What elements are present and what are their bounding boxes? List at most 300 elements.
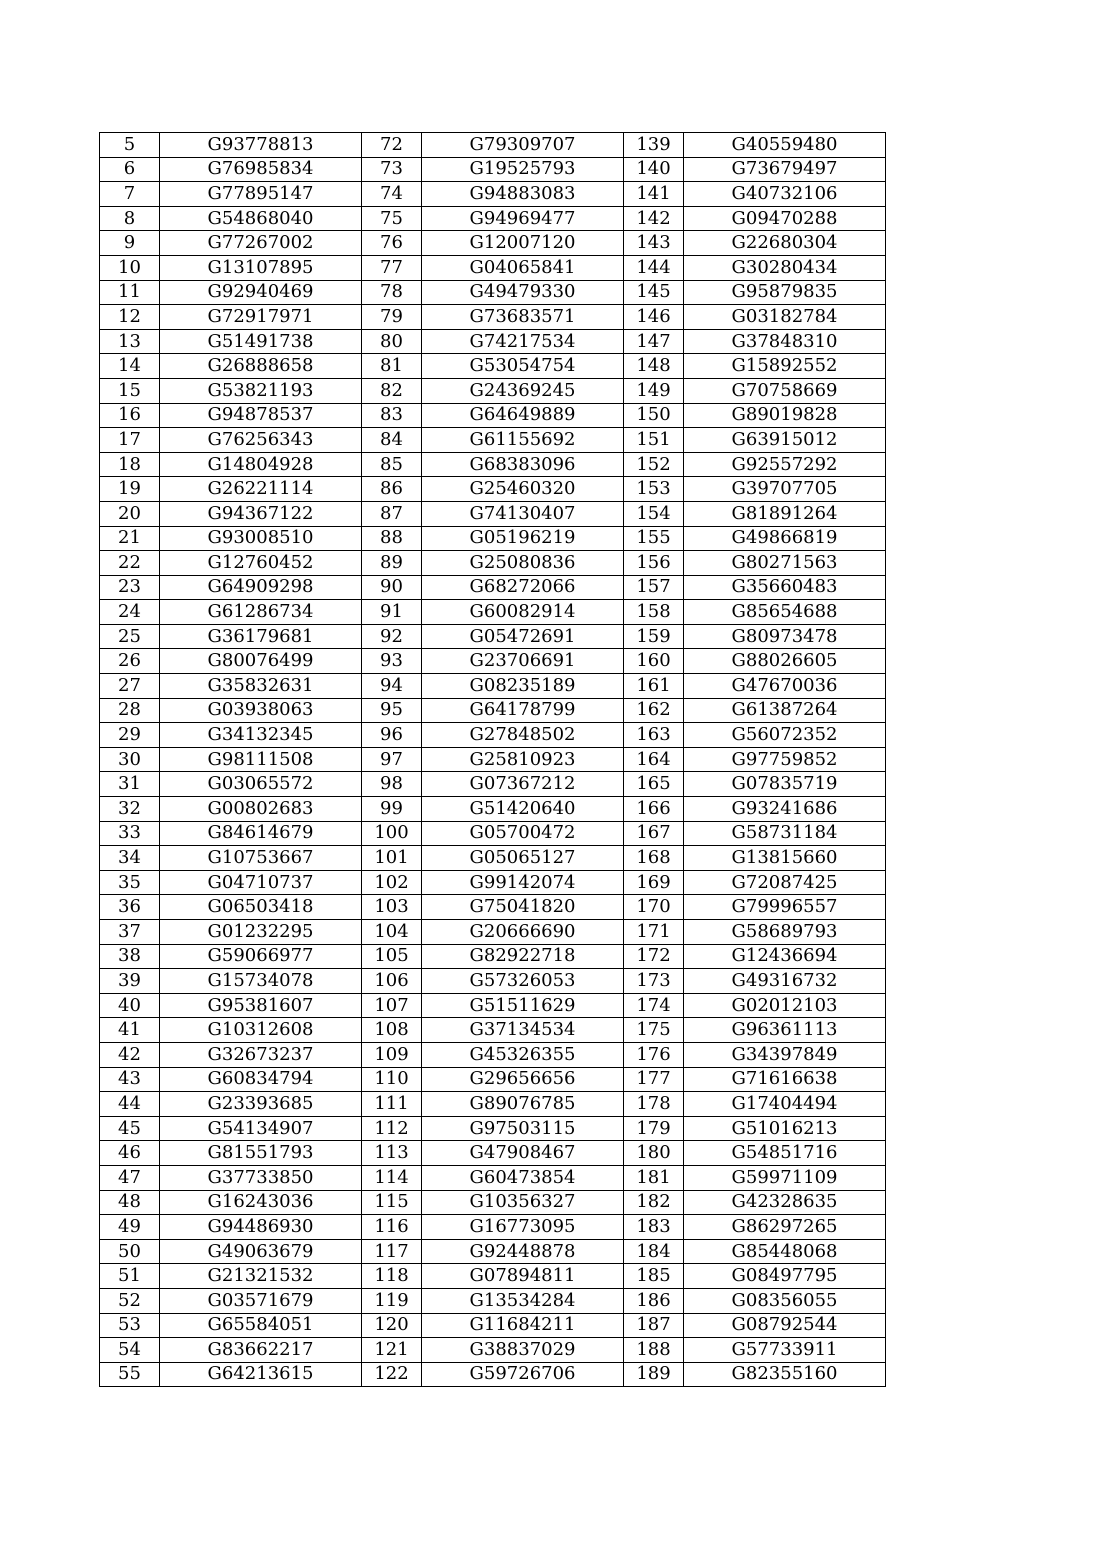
- row-number-cell: 157: [624, 575, 684, 600]
- code-cell: G08497795: [684, 1264, 886, 1289]
- row-number-cell: 109: [362, 1042, 422, 1067]
- row-number-cell: 49: [100, 1215, 160, 1240]
- row-number-cell: 21: [100, 526, 160, 551]
- table-row: [100, 1190, 886, 1215]
- table-row: [100, 403, 886, 428]
- row-number-cell: 163: [624, 723, 684, 748]
- row-number-cell: 153: [624, 477, 684, 502]
- row-number-cell: 174: [624, 993, 684, 1018]
- row-number-cell: 164: [624, 747, 684, 772]
- row-number-cell: 105: [362, 944, 422, 969]
- row-number-cell: 35: [100, 870, 160, 895]
- row-number-cell: 54: [100, 1338, 160, 1363]
- table-row: [100, 649, 886, 674]
- code-cell: G64909298: [160, 575, 362, 600]
- code-cell: G39707705: [684, 477, 886, 502]
- row-number-cell: 107: [362, 993, 422, 1018]
- code-cell: G72087425: [684, 870, 886, 895]
- code-cell: G11684211: [422, 1313, 624, 1338]
- table-row: [100, 428, 886, 453]
- row-number-cell: 77: [362, 255, 422, 280]
- code-cell: G02012103: [684, 993, 886, 1018]
- row-number-cell: 156: [624, 551, 684, 576]
- row-number-cell: 88: [362, 526, 422, 551]
- row-number-cell: 181: [624, 1165, 684, 1190]
- table-row: [100, 600, 886, 625]
- code-cell: G80271563: [684, 551, 886, 576]
- code-cell: G34132345: [160, 723, 362, 748]
- row-number-cell: 27: [100, 674, 160, 699]
- code-cell: G40732106: [684, 182, 886, 207]
- table-row: [100, 674, 886, 699]
- row-number-cell: 141: [624, 182, 684, 207]
- row-number-cell: 112: [362, 1116, 422, 1141]
- code-cell: G86297265: [684, 1215, 886, 1240]
- code-cell: G42328635: [684, 1190, 886, 1215]
- row-number-cell: 47: [100, 1165, 160, 1190]
- row-number-cell: 44: [100, 1092, 160, 1117]
- row-number-cell: 165: [624, 772, 684, 797]
- code-cell: G05700472: [422, 821, 624, 846]
- row-number-cell: 31: [100, 772, 160, 797]
- row-number-cell: 15: [100, 378, 160, 403]
- row-number-cell: 91: [362, 600, 422, 625]
- code-cell: G13107895: [160, 255, 362, 280]
- code-cell: G65584051: [160, 1313, 362, 1338]
- code-cell: G26888658: [160, 354, 362, 379]
- code-cell: G12436694: [684, 944, 886, 969]
- row-number-cell: 144: [624, 255, 684, 280]
- table-row: [100, 157, 886, 182]
- row-number-cell: 85: [362, 452, 422, 477]
- row-number-cell: 110: [362, 1067, 422, 1092]
- row-number-cell: 94: [362, 674, 422, 699]
- table-row: [100, 1165, 886, 1190]
- code-cell: G03571679: [160, 1288, 362, 1313]
- row-number-cell: 101: [362, 846, 422, 871]
- code-cell: G61387264: [684, 698, 886, 723]
- code-cell: G12760452: [160, 551, 362, 576]
- table-body: [100, 133, 886, 1387]
- code-cell: G04065841: [422, 255, 624, 280]
- row-number-cell: 118: [362, 1264, 422, 1289]
- row-number-cell: 189: [624, 1362, 684, 1387]
- table-row: [100, 133, 886, 158]
- code-cell: G19525793: [422, 157, 624, 182]
- code-cell: G36179681: [160, 624, 362, 649]
- row-number-cell: 182: [624, 1190, 684, 1215]
- code-cell: G64178799: [422, 698, 624, 723]
- row-number-cell: 32: [100, 797, 160, 822]
- code-cell: G03938063: [160, 698, 362, 723]
- row-number-cell: 187: [624, 1313, 684, 1338]
- table-row: [100, 551, 886, 576]
- row-number-cell: 52: [100, 1288, 160, 1313]
- code-cell: G68272066: [422, 575, 624, 600]
- code-cell: G89019828: [684, 403, 886, 428]
- code-cell: G59066977: [160, 944, 362, 969]
- table-row: [100, 231, 886, 256]
- code-cell: G49063679: [160, 1239, 362, 1264]
- row-number-cell: 76: [362, 231, 422, 256]
- table-row: [100, 698, 886, 723]
- code-cell: G70758669: [684, 378, 886, 403]
- row-number-cell: 119: [362, 1288, 422, 1313]
- row-number-cell: 117: [362, 1239, 422, 1264]
- code-cell: G00802683: [160, 797, 362, 822]
- row-number-cell: 122: [362, 1362, 422, 1387]
- code-cell: G77267002: [160, 231, 362, 256]
- code-cell: G94883083: [422, 182, 624, 207]
- row-number-cell: 53: [100, 1313, 160, 1338]
- table-row: [100, 354, 886, 379]
- row-number-cell: 50: [100, 1239, 160, 1264]
- row-number-cell: 95: [362, 698, 422, 723]
- row-number-cell: 86: [362, 477, 422, 502]
- row-number-cell: 159: [624, 624, 684, 649]
- table-row: [100, 1338, 886, 1363]
- code-cell: G81551793: [160, 1141, 362, 1166]
- code-cell: G07367212: [422, 772, 624, 797]
- row-number-cell: 73: [362, 157, 422, 182]
- row-number-cell: 140: [624, 157, 684, 182]
- table-row: [100, 182, 886, 207]
- row-number-cell: 120: [362, 1313, 422, 1338]
- row-number-cell: 20: [100, 501, 160, 526]
- row-number-cell: 172: [624, 944, 684, 969]
- row-number-cell: 43: [100, 1067, 160, 1092]
- row-number-cell: 18: [100, 452, 160, 477]
- row-number-cell: 11: [100, 280, 160, 305]
- code-cell: G05472691: [422, 624, 624, 649]
- row-number-cell: 55: [100, 1362, 160, 1387]
- row-number-cell: 168: [624, 846, 684, 871]
- code-cell: G51420640: [422, 797, 624, 822]
- code-cell: G63915012: [684, 428, 886, 453]
- code-cell: G64213615: [160, 1362, 362, 1387]
- code-cell: G34397849: [684, 1042, 886, 1067]
- code-cell: G13534284: [422, 1288, 624, 1313]
- row-number-cell: 79: [362, 305, 422, 330]
- row-number-cell: 151: [624, 428, 684, 453]
- code-cell: G93241686: [684, 797, 886, 822]
- code-cell: G22680304: [684, 231, 886, 256]
- row-number-cell: 185: [624, 1264, 684, 1289]
- row-number-cell: 96: [362, 723, 422, 748]
- row-number-cell: 9: [100, 231, 160, 256]
- row-number-cell: 24: [100, 600, 160, 625]
- code-cell: G85448068: [684, 1239, 886, 1264]
- code-cell: G95879835: [684, 280, 886, 305]
- code-cell: G89076785: [422, 1092, 624, 1117]
- row-number-cell: 46: [100, 1141, 160, 1166]
- code-cell: G35660483: [684, 575, 886, 600]
- code-cell: G04710737: [160, 870, 362, 895]
- code-cell: G51016213: [684, 1116, 886, 1141]
- code-cell: G61155692: [422, 428, 624, 453]
- row-number-cell: 7: [100, 182, 160, 207]
- row-number-cell: 83: [362, 403, 422, 428]
- row-number-cell: 23: [100, 575, 160, 600]
- code-cell: G93778813: [160, 133, 362, 158]
- row-number-cell: 115: [362, 1190, 422, 1215]
- row-number-cell: 106: [362, 969, 422, 994]
- row-number-cell: 113: [362, 1141, 422, 1166]
- code-cell: G08792544: [684, 1313, 886, 1338]
- code-cell: G08356055: [684, 1288, 886, 1313]
- row-number-cell: 72: [362, 133, 422, 158]
- code-cell: G57326053: [422, 969, 624, 994]
- code-cell: G60473854: [422, 1165, 624, 1190]
- code-cell: G75041820: [422, 895, 624, 920]
- row-number-cell: 80: [362, 329, 422, 354]
- table-row: [100, 1264, 886, 1289]
- code-cell: G51491738: [160, 329, 362, 354]
- row-number-cell: 154: [624, 501, 684, 526]
- code-cell: G58731184: [684, 821, 886, 846]
- row-number-cell: 108: [362, 1018, 422, 1043]
- code-cell: G74217534: [422, 329, 624, 354]
- code-cell: G82922718: [422, 944, 624, 969]
- code-cell: G99142074: [422, 870, 624, 895]
- code-cell: G56072352: [684, 723, 886, 748]
- row-number-cell: 75: [362, 206, 422, 231]
- code-cell: G20666690: [422, 920, 624, 945]
- row-number-cell: 17: [100, 428, 160, 453]
- code-table: [99, 132, 886, 1387]
- row-number-cell: 111: [362, 1092, 422, 1117]
- row-number-cell: 13: [100, 329, 160, 354]
- code-cell: G72917971: [160, 305, 362, 330]
- code-cell: G83662217: [160, 1338, 362, 1363]
- row-number-cell: 30: [100, 747, 160, 772]
- row-number-cell: 147: [624, 329, 684, 354]
- table-row: [100, 378, 886, 403]
- code-cell: G25460320: [422, 477, 624, 502]
- row-number-cell: 29: [100, 723, 160, 748]
- code-cell: G82355160: [684, 1362, 886, 1387]
- row-number-cell: 16: [100, 403, 160, 428]
- code-cell: G59971109: [684, 1165, 886, 1190]
- row-number-cell: 180: [624, 1141, 684, 1166]
- table-row: [100, 206, 886, 231]
- row-number-cell: 103: [362, 895, 422, 920]
- row-number-cell: 99: [362, 797, 422, 822]
- table-row: [100, 1018, 886, 1043]
- row-number-cell: 149: [624, 378, 684, 403]
- row-number-cell: 161: [624, 674, 684, 699]
- row-number-cell: 39: [100, 969, 160, 994]
- row-number-cell: 142: [624, 206, 684, 231]
- code-cell: G93008510: [160, 526, 362, 551]
- code-cell: G32673237: [160, 1042, 362, 1067]
- code-cell: G07894811: [422, 1264, 624, 1289]
- code-cell: G79996557: [684, 895, 886, 920]
- row-number-cell: 139: [624, 133, 684, 158]
- table-row: [100, 772, 886, 797]
- code-cell: G07835719: [684, 772, 886, 797]
- code-cell: G53821193: [160, 378, 362, 403]
- code-cell: G03065572: [160, 772, 362, 797]
- row-number-cell: 148: [624, 354, 684, 379]
- table-row: [100, 944, 886, 969]
- code-cell: G47908467: [422, 1141, 624, 1166]
- code-cell: G23393685: [160, 1092, 362, 1117]
- code-cell: G49866819: [684, 526, 886, 551]
- code-cell: G51511629: [422, 993, 624, 1018]
- code-cell: G10753667: [160, 846, 362, 871]
- table-row: [100, 1362, 886, 1387]
- table-row: [100, 1239, 886, 1264]
- code-cell: G17404494: [684, 1092, 886, 1117]
- row-number-cell: 170: [624, 895, 684, 920]
- row-number-cell: 33: [100, 821, 160, 846]
- code-cell: G57733911: [684, 1338, 886, 1363]
- code-cell: G73683571: [422, 305, 624, 330]
- code-cell: G25080836: [422, 551, 624, 576]
- row-number-cell: 37: [100, 920, 160, 945]
- code-cell: G80973478: [684, 624, 886, 649]
- row-number-cell: 45: [100, 1116, 160, 1141]
- row-number-cell: 51: [100, 1264, 160, 1289]
- row-number-cell: 89: [362, 551, 422, 576]
- code-cell: G37134534: [422, 1018, 624, 1043]
- code-cell: G94486930: [160, 1215, 362, 1240]
- code-cell: G71616638: [684, 1067, 886, 1092]
- code-cell: G60834794: [160, 1067, 362, 1092]
- table-row: [100, 477, 886, 502]
- code-cell: G49316732: [684, 969, 886, 994]
- table-row: [100, 993, 886, 1018]
- code-cell: G23706691: [422, 649, 624, 674]
- row-number-cell: 26: [100, 649, 160, 674]
- table-row: [100, 624, 886, 649]
- row-number-cell: 188: [624, 1338, 684, 1363]
- code-cell: G24369245: [422, 378, 624, 403]
- code-cell: G35832631: [160, 674, 362, 699]
- table-row: [100, 797, 886, 822]
- code-cell: G09470288: [684, 206, 886, 231]
- row-number-cell: 152: [624, 452, 684, 477]
- row-number-cell: 78: [362, 280, 422, 305]
- table-row: [100, 1116, 886, 1141]
- code-cell: G59726706: [422, 1362, 624, 1387]
- row-number-cell: 184: [624, 1239, 684, 1264]
- row-number-cell: 169: [624, 870, 684, 895]
- code-cell: G53054754: [422, 354, 624, 379]
- table-row: [100, 1313, 886, 1338]
- row-number-cell: 102: [362, 870, 422, 895]
- code-cell: G54868040: [160, 206, 362, 231]
- row-number-cell: 177: [624, 1067, 684, 1092]
- table-row: [100, 452, 886, 477]
- table-row: [100, 895, 886, 920]
- row-number-cell: 104: [362, 920, 422, 945]
- code-cell: G47670036: [684, 674, 886, 699]
- code-cell: G95381607: [160, 993, 362, 1018]
- row-number-cell: 186: [624, 1288, 684, 1313]
- code-cell: G12007120: [422, 231, 624, 256]
- code-cell: G15734078: [160, 969, 362, 994]
- row-number-cell: 5: [100, 133, 160, 158]
- row-number-cell: 176: [624, 1042, 684, 1067]
- code-cell: G10312608: [160, 1018, 362, 1043]
- code-cell: G68383096: [422, 452, 624, 477]
- table-row: [100, 255, 886, 280]
- table-row: [100, 575, 886, 600]
- code-cell: G54134907: [160, 1116, 362, 1141]
- code-cell: G92940469: [160, 280, 362, 305]
- code-cell: G45326355: [422, 1042, 624, 1067]
- table-row: [100, 526, 886, 551]
- row-number-cell: 87: [362, 501, 422, 526]
- row-number-cell: 183: [624, 1215, 684, 1240]
- code-cell: G74130407: [422, 501, 624, 526]
- row-number-cell: 93: [362, 649, 422, 674]
- row-number-cell: 158: [624, 600, 684, 625]
- code-cell: G27848502: [422, 723, 624, 748]
- code-cell: G79309707: [422, 133, 624, 158]
- code-cell: G94878537: [160, 403, 362, 428]
- row-number-cell: 171: [624, 920, 684, 945]
- table-row: [100, 747, 886, 772]
- table-row: [100, 501, 886, 526]
- table-row: [100, 821, 886, 846]
- code-cell: G84614679: [160, 821, 362, 846]
- code-cell: G37848310: [684, 329, 886, 354]
- table-row: [100, 723, 886, 748]
- row-number-cell: 160: [624, 649, 684, 674]
- row-number-cell: 116: [362, 1215, 422, 1240]
- row-number-cell: 40: [100, 993, 160, 1018]
- table-row: [100, 969, 886, 994]
- row-number-cell: 167: [624, 821, 684, 846]
- row-number-cell: 28: [100, 698, 160, 723]
- row-number-cell: 121: [362, 1338, 422, 1363]
- code-cell: G76985834: [160, 157, 362, 182]
- row-number-cell: 100: [362, 821, 422, 846]
- table-row: [100, 846, 886, 871]
- row-number-cell: 6: [100, 157, 160, 182]
- code-cell: G92448878: [422, 1239, 624, 1264]
- code-cell: G37733850: [160, 1165, 362, 1190]
- code-cell: G14804928: [160, 452, 362, 477]
- row-number-cell: 41: [100, 1018, 160, 1043]
- code-cell: G94969477: [422, 206, 624, 231]
- code-cell: G40559480: [684, 133, 886, 158]
- row-number-cell: 38: [100, 944, 160, 969]
- row-number-cell: 34: [100, 846, 160, 871]
- row-number-cell: 114: [362, 1165, 422, 1190]
- row-number-cell: 98: [362, 772, 422, 797]
- row-number-cell: 175: [624, 1018, 684, 1043]
- row-number-cell: 166: [624, 797, 684, 822]
- row-number-cell: 97: [362, 747, 422, 772]
- code-cell: G16243036: [160, 1190, 362, 1215]
- code-cell: G16773095: [422, 1215, 624, 1240]
- code-cell: G49479330: [422, 280, 624, 305]
- table-row: [100, 1042, 886, 1067]
- row-number-cell: 162: [624, 698, 684, 723]
- code-cell: G96361113: [684, 1018, 886, 1043]
- code-cell: G97503115: [422, 1116, 624, 1141]
- row-number-cell: 10: [100, 255, 160, 280]
- row-number-cell: 12: [100, 305, 160, 330]
- row-number-cell: 19: [100, 477, 160, 502]
- code-cell: G94367122: [160, 501, 362, 526]
- code-cell: G38837029: [422, 1338, 624, 1363]
- row-number-cell: 22: [100, 551, 160, 576]
